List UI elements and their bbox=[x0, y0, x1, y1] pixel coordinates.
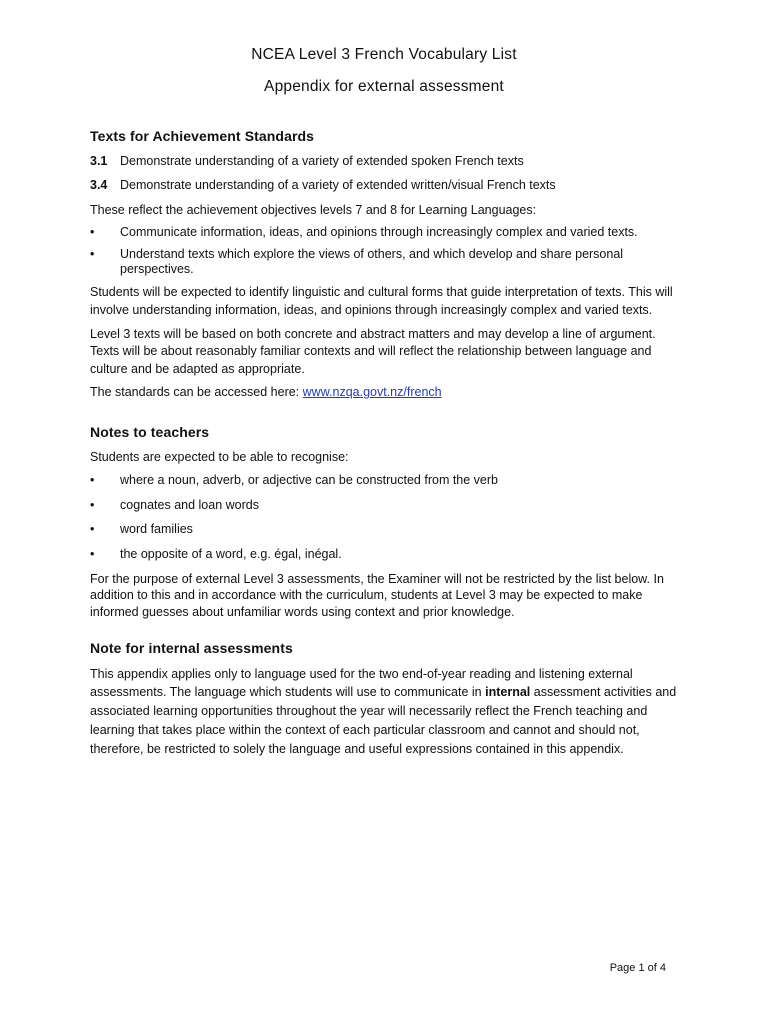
list-item-text: where a noun, adverb, or adjective can be constructed from the verb bbox=[120, 473, 498, 488]
standards-access-line bbox=[90, 384, 680, 402]
document-body bbox=[90, 128, 680, 765]
page-number: Page 1 of 4 bbox=[609, 962, 666, 974]
bullet-icon: • bbox=[90, 247, 95, 262]
section-heading-achievement-standards: Texts for Achievement Standards bbox=[90, 128, 315, 144]
emphasis-internal: internal bbox=[485, 685, 531, 700]
list-item bbox=[90, 521, 680, 539]
section-heading-internal-assessments: Note for internal assessments bbox=[90, 640, 293, 656]
document-title: NCEA Level 3 French Vocabulary List bbox=[251, 46, 517, 63]
list-item bbox=[90, 225, 680, 240]
bullet-icon: • bbox=[90, 522, 95, 537]
standard-text: Demonstrate understanding of a variety of extended written/visual French texts bbox=[120, 178, 556, 193]
recognise-intro: Students are expected to be able to recognise: bbox=[90, 449, 349, 464]
list-item-text: Communicate information, ideas, and opinions through increasingly complex and varied texts. bbox=[120, 225, 638, 240]
access-text: The standards can be accessed here: bbox=[90, 385, 303, 400]
list-item bbox=[90, 546, 680, 564]
paragraph-text-part2: assessment activities and associated learning opportunities throughout the year will necessarily reflect the French teaching and learning that takes place within the context of each particular classroom and cannot and should not, therefore, be restricted to solely the language and useful expressions contained in this appendix. bbox=[90, 685, 677, 756]
list-item-text: Understand texts which explore the views of others, and which develop and share personal perspectives. bbox=[120, 247, 624, 277]
bullet-icon: • bbox=[90, 225, 95, 240]
standard-item bbox=[90, 177, 680, 195]
standard-text: Demonstrate understanding of a variety of extended spoken French texts bbox=[120, 153, 524, 168]
bullet-icon: • bbox=[90, 546, 95, 561]
paragraph-level3-texts: Level 3 texts will be based on both concrete and abstract matters and may develop a line of argument. Texts will be about reasonably familiar contexts and will reflect the relationship between language and culture and be adapted as appropriate. bbox=[90, 326, 656, 376]
bullet-icon: • bbox=[90, 497, 95, 512]
list-item bbox=[90, 472, 680, 490]
list-item-text: word families bbox=[120, 522, 193, 537]
section-heading-notes-to-teachers: Notes to teachers bbox=[90, 423, 210, 440]
list-item-text: the opposite of a word, e.g. égal, inégal. bbox=[120, 546, 342, 561]
paragraph-text-part1: This appendix applies only to language used for the two end-of-year reading and listening external assessments. The language which students will use to communicate in bbox=[90, 666, 633, 700]
standard-item bbox=[90, 153, 680, 171]
paragraph-external-assessment: For the purpose of external Level 3 assessments, the Examiner will not be restricted by the list below. In addition to this and in accordance with the curriculum, students at Level 3 may be expected to make informed guesses about unfamiliar words using context and prior knowledge. bbox=[90, 571, 664, 619]
document-subtitle: Appendix for external assessment bbox=[264, 78, 504, 95]
objectives-intro: These reflect the achievement objectives levels 7 and 8 for Learning Languages: bbox=[90, 202, 537, 217]
bullet-icon: • bbox=[90, 473, 95, 488]
paragraph-expectations: Students will be expected to identify linguistic and cultural forms that guide interpretation of texts. This will involve understanding information, ideas, and opinions through increasingly complex and varied texts. bbox=[90, 285, 673, 317]
list-item bbox=[90, 497, 680, 515]
standard-number: 3.4 bbox=[90, 178, 108, 193]
standard-number: 3.1 bbox=[90, 153, 108, 168]
paragraph-internal-assessments bbox=[90, 665, 680, 759]
list-item-text: cognates and loan words bbox=[120, 497, 259, 512]
nzqa-link[interactable]: www.nzqa.govt.nz/french bbox=[302, 385, 442, 400]
list-item bbox=[90, 247, 680, 277]
